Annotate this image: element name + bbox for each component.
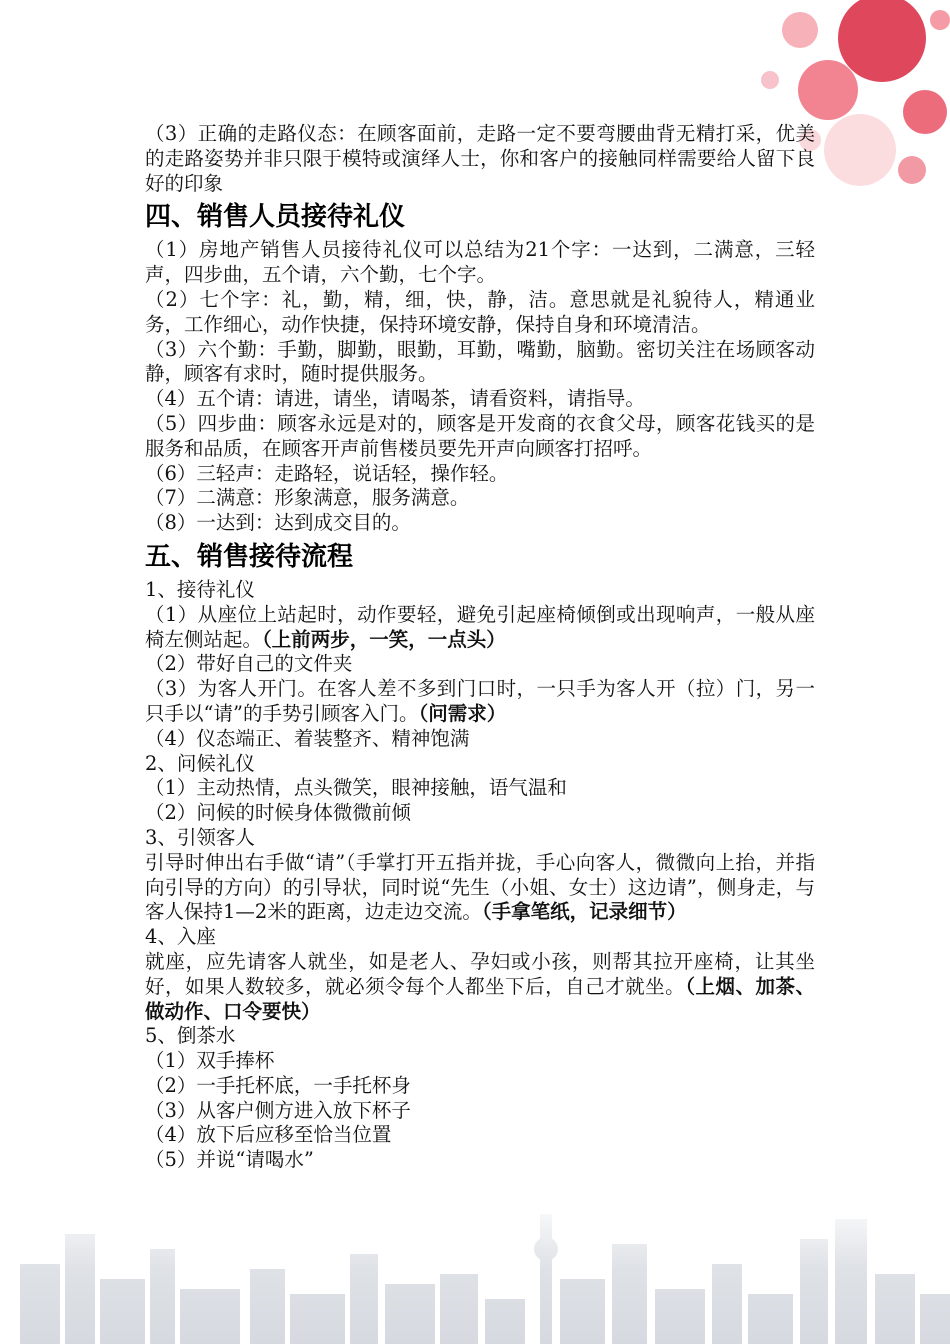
paragraph-text: （8）一达到：达到成交目的。: [145, 511, 411, 535]
paragraph: [145, 1123, 815, 1148]
paragraph-text: （2）带好自己的文件夹: [145, 652, 353, 676]
section-heading: 四、销售人员接待礼仪: [145, 202, 406, 233]
paragraph: [145, 826, 815, 851]
paragraph-text: （2）问候的时候身体微微前倾: [145, 801, 411, 825]
paragraph: [145, 851, 815, 925]
paragraph-text: （6）三轻声：走路轻，说话轻，操作轻。: [145, 461, 509, 485]
paragraph: [145, 1024, 815, 1049]
paragraph-text: 3、引领客人: [145, 825, 255, 849]
paragraph: [145, 1074, 815, 1099]
paragraph: [145, 925, 815, 950]
paragraph-text: 2、问候礼仪: [145, 751, 255, 775]
paragraph-text: （1）双手捧杯: [145, 1049, 275, 1073]
paragraph: [145, 238, 815, 288]
paragraph-text: 5、倒茶水: [145, 1024, 236, 1048]
section-heading: 五、销售接待流程: [145, 541, 354, 572]
paragraph-text: （3）为客人开门。在客人差不多到门口时，一只手为客人开（拉）门，另一只手以“请”的手势引顾客入门。: [145, 677, 815, 725]
paragraph-text: （1）从座位上站起时，动作要轻，避免引起座椅倾倒或出现响声，一般从座椅左侧站起。: [145, 602, 815, 651]
paragraph-text: （7）二满意：形象满意，服务满意。: [145, 486, 470, 510]
paragraph-text: （5）四步曲：顾客永远是对的，顾客是开发商的衣食父母，顾客花钱买的是服务和品质，在顾客开声前售楼员要先开声向顾客打招呼。: [145, 411, 815, 460]
paragraph-text: （3）从客户侧方进入放下杯子: [145, 1098, 411, 1122]
paragraph-text: （4）五个请：请进，请坐，请喝茶，请看资料，请指导。: [145, 387, 645, 411]
paragraph: [145, 122, 815, 196]
paragraph: [145, 578, 815, 603]
paragraph: [145, 486, 815, 511]
paragraph: [145, 950, 815, 1024]
paragraph: [145, 752, 815, 777]
bold-note: （问需求）: [418, 701, 507, 725]
paragraph: [145, 801, 815, 826]
paragraph-text: （4）放下后应移至恰当位置: [145, 1123, 392, 1147]
paragraph-text: 1、接待礼仪: [145, 577, 255, 601]
paragraph-text: （3）正确的走路仪态：在顾客面前，走路一定不要弯腰曲背无精打采，优美的走路姿势并非只限于模特或演绎人士，你和客户的接触同样需要给人留下良好的印象: [145, 122, 815, 195]
paragraph: [145, 652, 815, 677]
paragraph: [145, 1148, 815, 1173]
paragraph-text: 引导时伸出右手做“请”（手掌打开五指并拢，手心向客人，微微向上抬，并指向引导的方向）的引导状，同时说“先生（小姐、女士）这边请”，侧身走，与客人保持1—2米的距离，边走边交流。: [145, 850, 815, 924]
paragraph: [145, 776, 815, 801]
paragraph-text: （3）六个勤：手勤，脚勤，眼勤，耳勤，嘴勤，脑勤。密切关注在场顾客动静，顾客有求时，随时提供服务。: [145, 337, 815, 386]
paragraph-text: 4、入座: [145, 925, 216, 949]
paragraph: [145, 603, 815, 653]
paragraph-text: （5）并说“请喝水”: [145, 1148, 314, 1172]
paragraph: [145, 511, 815, 536]
paragraph: [145, 288, 815, 338]
paragraph-text: （4）仪态端正、着装整齐、精神饱满: [145, 726, 470, 750]
paragraph: [145, 1099, 815, 1124]
paragraph: [145, 462, 815, 487]
paragraph: [145, 387, 815, 412]
paragraph: [145, 677, 815, 727]
paragraph: [145, 338, 815, 388]
paragraph-text: （2）一手托杯底，一手托杯身: [145, 1073, 411, 1097]
paragraph-text: （1）房地产销售人员接待礼仪可以总结为21个字：一达到，二满意，三轻声，四步曲，五个请，六个勤，七个字。: [145, 238, 815, 287]
city-skyline-decoration: [0, 1194, 950, 1344]
bold-note: （手拿笔纸，记录细节）: [481, 900, 687, 924]
bold-note: （上前两步，一笑，一点头）: [262, 627, 506, 651]
paragraph-text: （2）七个字：礼，勤，精，细，快，静，洁。意思就是礼貌待人，精通业务，工作细心，动作快捷，保持环境安静，保持自身和环境清洁。: [145, 287, 815, 336]
paragraph-text: （1）主动热情，点头微笑，眼神接触，语气温和: [145, 776, 567, 800]
paragraph-text: 就座，应先请客人就坐，如是老人、孕妇或小孩，则帮其拉开座椅，让其坐好，如果人数较多，就必须令每个人都坐下后，自己才就坐。: [145, 949, 815, 998]
paragraph: [145, 412, 815, 462]
paragraph: [145, 727, 815, 752]
document-body: [145, 122, 815, 1173]
paragraph: [145, 1049, 815, 1074]
bold-note: （上烟、加茶、做动作、口令要快）: [145, 974, 815, 1023]
